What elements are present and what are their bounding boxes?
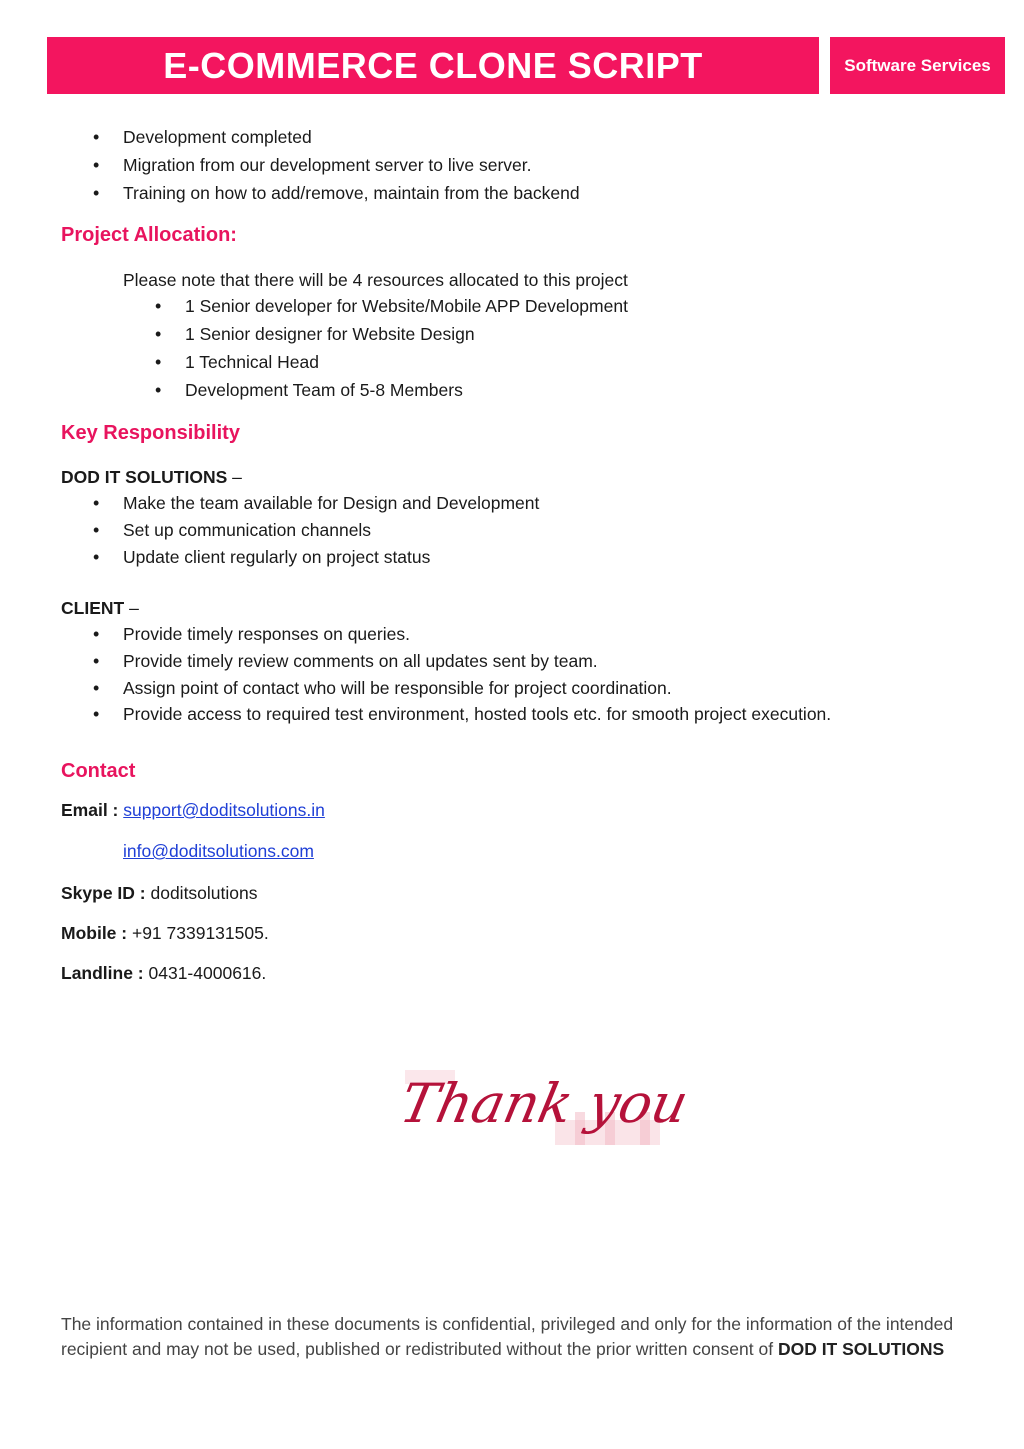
list-item: • Make the team available for Design and Development bbox=[123, 493, 539, 513]
skype-label: Skype ID : bbox=[61, 883, 151, 903]
landline-line bbox=[61, 963, 266, 983]
list-item: • Provide timely responses on queries. bbox=[123, 624, 410, 644]
email-label: Email : bbox=[61, 800, 124, 820]
allocation-note: Please note that there will be 4 resources allocated to this project bbox=[123, 270, 628, 290]
thank-you-graphic bbox=[394, 1050, 694, 1150]
list-item: • Migration from our development server to live server. bbox=[123, 155, 532, 175]
email-line bbox=[61, 800, 325, 820]
section-heading-contact: Contact bbox=[61, 760, 136, 782]
list-item: • 1 Senior designer for Website Design bbox=[185, 324, 475, 344]
list-item: • Set up communication channels bbox=[123, 520, 371, 540]
confidentiality-footer bbox=[61, 1312, 961, 1362]
dod-label-line bbox=[61, 467, 242, 487]
dod-dash: – bbox=[227, 467, 242, 487]
mobile-label: Mobile : bbox=[61, 923, 132, 943]
section-heading-responsibility: Key Responsibility bbox=[61, 422, 240, 444]
list-item: • Update client regularly on project status bbox=[123, 547, 430, 567]
thank-you-image bbox=[394, 1050, 694, 1150]
header-side-banner bbox=[830, 37, 1005, 94]
list-item: • Provide access to required test environment, hosted tools etc. for smooth project execution. bbox=[123, 704, 831, 724]
list-item: • 1 Technical Head bbox=[185, 352, 319, 372]
skype-value: doditsolutions bbox=[150, 883, 258, 903]
header-side-label: Software Services bbox=[844, 55, 991, 75]
skype-line bbox=[61, 883, 258, 903]
section-heading-allocation: Project Allocation: bbox=[61, 224, 237, 246]
dod-label: DOD IT SOLUTIONS bbox=[61, 467, 228, 487]
email-line-2 bbox=[123, 841, 314, 861]
client-dash: – bbox=[124, 598, 139, 618]
list-item: • Training on how to add/remove, maintain from the backend bbox=[123, 183, 580, 203]
mobile-line bbox=[61, 923, 269, 943]
landline-label: Landline : bbox=[61, 963, 149, 983]
email-link-support[interactable]: support@doditsolutions.in bbox=[123, 800, 325, 820]
header-title-banner bbox=[47, 37, 819, 94]
footer-company: DOD IT SOLUTIONS bbox=[777, 1339, 945, 1359]
list-item: • Development Team of 5-8 Members bbox=[185, 380, 463, 400]
list-item: • Assign point of contact who will be responsible for project coordination. bbox=[123, 678, 672, 698]
footer-text: The information contained in these documents is confidential, privileged and only for the information of the intended recipient and may not be used, published or redistributed without the prior written consent of bbox=[61, 1314, 954, 1359]
client-label-line bbox=[61, 598, 139, 618]
mobile-value: +91 7339131505. bbox=[131, 923, 269, 943]
client-label: CLIENT bbox=[61, 598, 125, 618]
landline-value: 0431-4000616. bbox=[148, 963, 267, 983]
list-item: • 1 Senior developer for Website/Mobile APP Development bbox=[185, 296, 628, 316]
list-item: • Provide timely review comments on all updates sent by team. bbox=[123, 651, 598, 671]
email-link-info[interactable]: info@doditsolutions.com bbox=[123, 841, 314, 861]
thank-you-text: Thank you bbox=[394, 1071, 694, 1135]
list-item: • Development completed bbox=[123, 127, 312, 147]
header-title: E-COMMERCE CLONE SCRIPT bbox=[163, 44, 703, 86]
